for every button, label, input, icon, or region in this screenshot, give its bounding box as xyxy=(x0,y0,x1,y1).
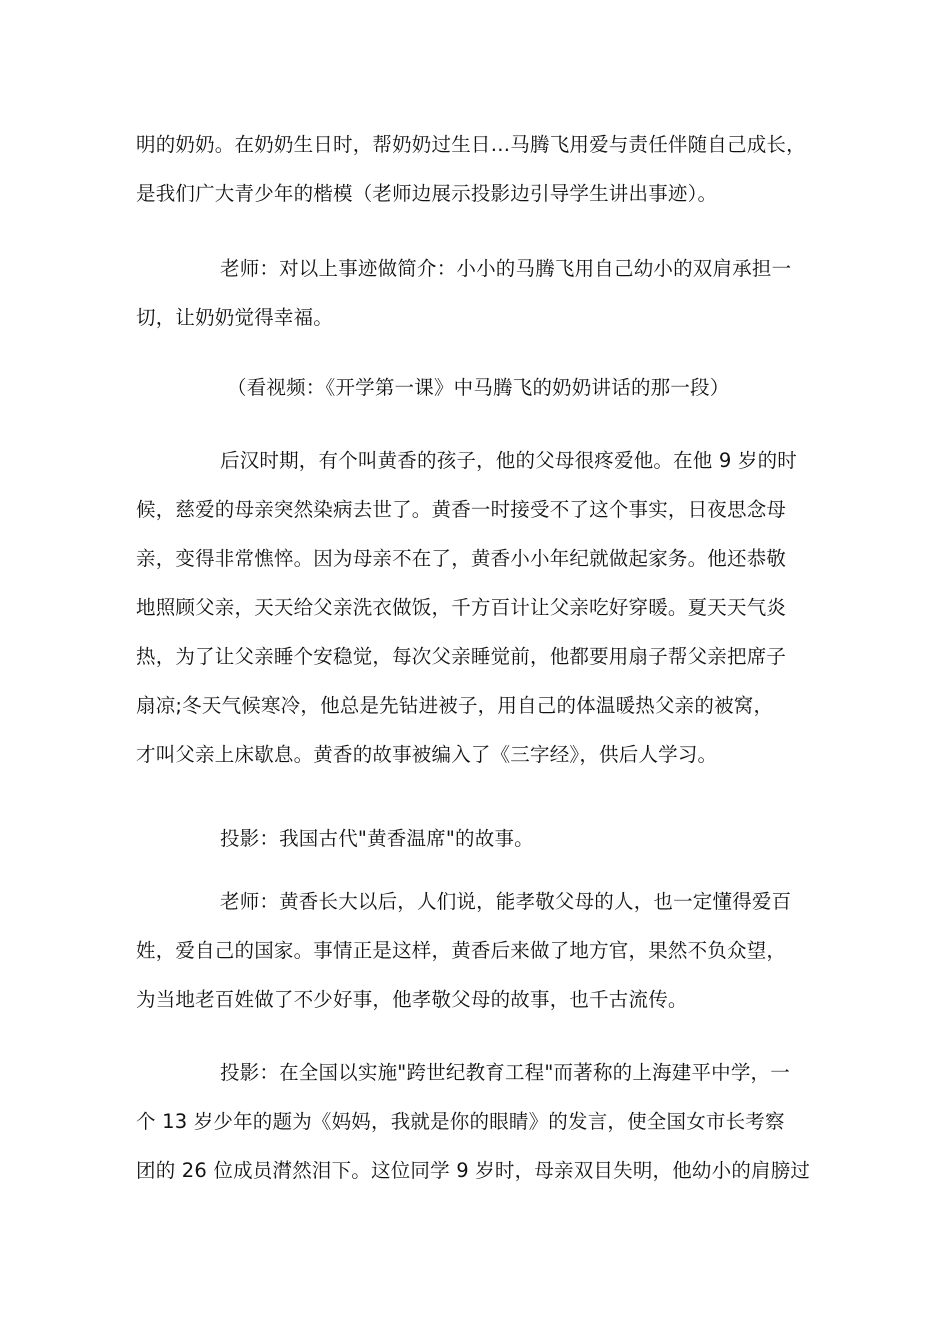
text-line: （看视频：《开学第一课》中马腾飞的奶奶讲话的那一段） xyxy=(227,376,730,399)
paragraph-projection-huang-xiang xyxy=(136,814,816,863)
text-line: 扇凉;冬天气候寒冷，他总是先钻进被子，用自己的体温暖热父亲的被窝， xyxy=(136,694,774,717)
text-line: 明的奶奶。在奶奶生日时，帮奶奶过生日…马腾飞用爱与责任伴随自己成长， xyxy=(136,133,806,156)
text-line: 老师：对以上事迹做简介：小小的马腾飞用自己幼小的双肩承担一 xyxy=(220,257,792,280)
text-line: 才叫父亲上床歇息。黄香的故事被编入了《三字经》，供后人学习。 xyxy=(136,743,718,766)
paragraph-ma-tengfei-summary xyxy=(136,120,816,218)
text-line: 投影：我国古代"黄香温席"的故事。 xyxy=(220,827,534,850)
text-line: 投影：在全国以实施"跨世纪教育工程"而著称的上海建平中学，一 xyxy=(220,1061,790,1084)
text-line: 个 13 岁少年的题为《妈妈，我就是你的眼睛》的发言，使全国女市长考察 xyxy=(136,1110,785,1133)
paragraph-teacher-intro xyxy=(136,244,816,342)
text-line: 地照顾父亲，天天给父亲洗衣做饭，千方百计让父亲吃好穿暖。夏天天气炎 xyxy=(136,596,787,619)
text-line: 切，让奶奶觉得幸福。 xyxy=(136,306,334,329)
text-line: 为当地老百姓做了不少好事，他孝敬父母的故事，也千古流传。 xyxy=(136,988,688,1011)
paragraph-huang-xiang-story xyxy=(136,436,816,779)
text-line: 老师：黄香长大以后，人们说，能孝敬父母的人，也一定懂得爱百 xyxy=(220,890,792,913)
text-line: 后汉时期，有个叫黄香的孩子，他的父母很疼爱他。在他 9 岁的时 xyxy=(220,449,798,472)
paragraph-video-note xyxy=(136,363,816,412)
text-line: 亲，变得非常憔悴。因为母亲不在了，黄香小小年纪就做起家务。他还恭敬 xyxy=(136,547,787,570)
text-line: 热，为了让父亲睡个安稳觉，每次父亲睡觉前，他都要用扇子帮父亲把席子 xyxy=(136,645,787,668)
text-line: 候，慈爱的母亲突然染病去世了。黄香一时接受不了这个事实，日夜思念母 xyxy=(136,498,787,521)
paragraph-teacher-huang-xiang xyxy=(136,877,816,1024)
text-line: 是我们广大青少年的楷模（老师边展示投影边引导学生讲出事迹）。 xyxy=(136,182,718,205)
text-line: 团的 26 位成员潸然泪下。这位同学 9 岁时，母亲双目失明，他幼小的肩膀过 xyxy=(136,1159,811,1182)
paragraph-projection-jianping xyxy=(136,1048,816,1195)
text-line: 姓，爱自己的国家。事情正是这样，黄香后来做了地方官，果然不负众望， xyxy=(136,939,787,962)
